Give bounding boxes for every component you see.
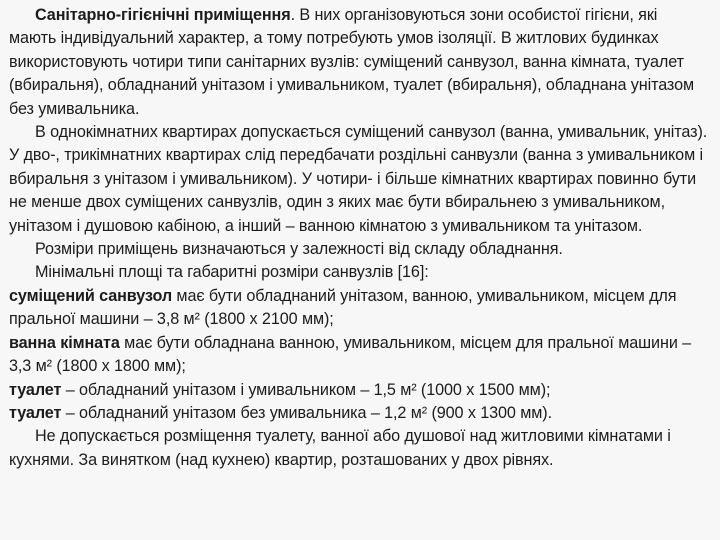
desc-bathroom: має бути обладнана ванною, умивальником, місцем для пральної машини – 3,3 м² (1800 х 1800 мм);	[9, 333, 692, 376]
term-toilet-with-sink: туалет	[9, 380, 62, 399]
intro-text: . В них організовуються зони особистої гігієни, які мають індивідуальний характер, а тому потребують умов ізоляції. В житлових будинках використовують чотири типи санітарних вузлів: суміщений санвузол, ванна кімната, туалет (вбиральня), обладнаний унітазом і умивальником, туалет (вбиральня), обладнана унітазом без умивальника.	[9, 6, 695, 118]
term-bathroom: ванна кімната	[9, 333, 120, 352]
placement-rule-text: Не допускається розміщення туалету, ванної або душової над житловими кімнатами і кухнями. За винятком (над кухнею) квартир, розташованих у двох рівнях.	[9, 427, 671, 469]
list-item-bathroom	[9, 332, 708, 379]
apartment-rules-paragraph	[9, 121, 708, 238]
list-item-toilet-with-sink	[9, 379, 708, 402]
section-heading: Санітарно-гігієнічні приміщення	[35, 6, 291, 24]
list-item-toilet-without-sink	[9, 402, 708, 425]
minimum-areas-text: Мінімальні площі та габаритні розміри санвузлів [16]:	[35, 263, 429, 282]
term-combined-bathroom: суміщений санвузол	[9, 286, 173, 305]
placement-rule-paragraph	[9, 425, 708, 472]
desc-toilet-without-sink: – обладнаний унітазом без умивальника – 1,2 м² (900 х 1300 мм).	[61, 403, 552, 422]
minimum-areas-paragraph	[9, 261, 708, 284]
desc-toilet-with-sink: – обладнаний унітазом і умивальником – 1,5 м² (1000 х 1500 мм);	[61, 380, 551, 399]
room-sizes-paragraph	[9, 238, 708, 261]
list-item-combined-bathroom	[9, 285, 708, 332]
apartment-rules-text: В однокімнатних квартирах допускається суміщений санвузол (ванна, умивальник, унітаз). У дво-, трикімнатних квартирах слід передбачати роздільні санвузли (ванна з умивальником і вбиральня з унітазом і умивальником). У чотири- і більше кімнатних квартирах повинно бути не менше двох суміщених санвузлів, один з яких має бути вбиральнею з умивальником, унітазом і душовою кабіною, а інший – ванною кімнатою з умивальником та унітазом.	[9, 123, 708, 235]
term-toilet-without-sink: туалет	[9, 403, 62, 422]
room-sizes-text: Розміри приміщень визначаються у залежності від складу обладнання.	[35, 240, 563, 259]
desc-combined-bathroom: має бути обладнаний унітазом, ванною, умивальником, місцем для пральної машини – 3,8 м² (1800 х 2100 мм);	[9, 286, 677, 329]
intro-paragraph	[9, 4, 708, 121]
